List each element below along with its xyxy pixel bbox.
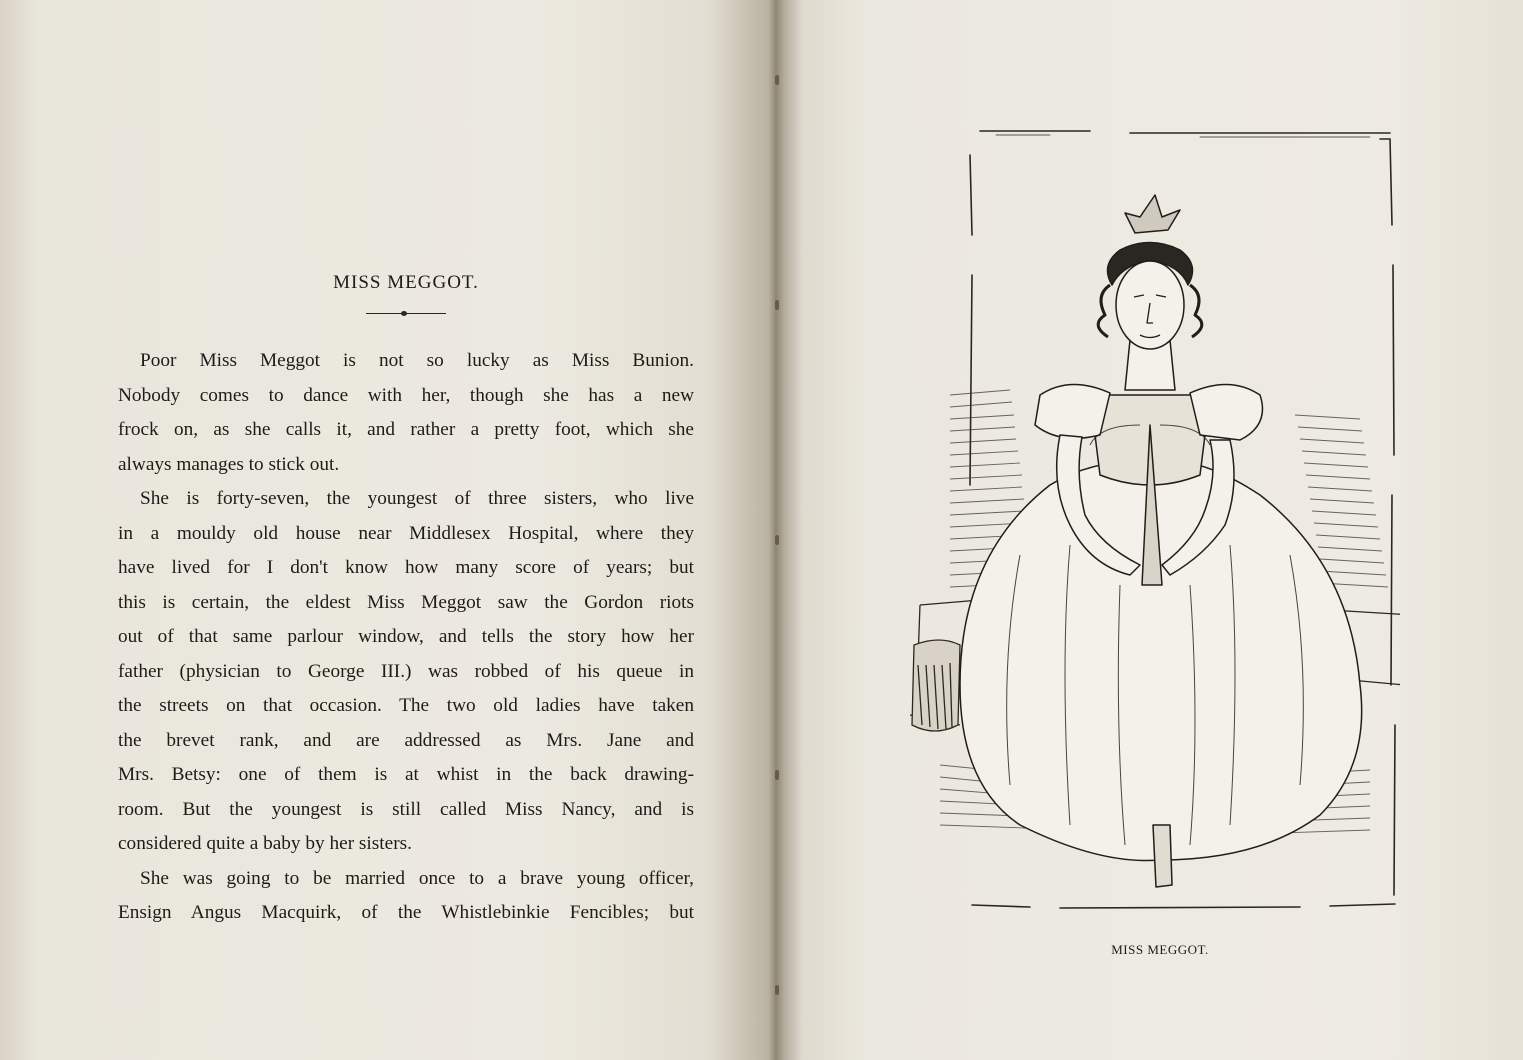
binding-stitch bbox=[775, 985, 779, 995]
body-text bbox=[118, 344, 694, 931]
text-line: always manages to stick out. bbox=[118, 453, 340, 475]
illustration-miss-meggot bbox=[900, 125, 1400, 935]
text-line: She was going to be married once to a brave young officer, bbox=[140, 867, 694, 889]
title-ornament bbox=[401, 311, 407, 316]
paragraph-1 bbox=[118, 344, 694, 482]
book-gutter bbox=[768, 0, 784, 1060]
binding-stitch bbox=[775, 300, 779, 310]
text-line: have lived for I don't know how many score of years; but bbox=[118, 557, 694, 578]
text-line: Mrs. Betsy: one of them is at whist in the back drawing- bbox=[118, 764, 694, 785]
text-line: Nobody comes to dance with her, though she has a new bbox=[118, 384, 694, 406]
text-line: in a mouldy old house near Middlesex Hospital, where they bbox=[118, 522, 694, 544]
text-line: considered quite a baby by her sisters. bbox=[118, 833, 412, 854]
text-line: father (physician to George III.) was robbed of his queue in bbox=[118, 660, 694, 682]
text-line: the brevet rank, and are addressed as Mrs. Jane and bbox=[118, 729, 694, 751]
illustration-caption: MISS MEGGOT. bbox=[1111, 942, 1209, 957]
text-line: room. But the youngest is still called Miss Nancy, and is bbox=[118, 798, 694, 820]
text-line: Ensign Angus Macquirk, of the Whistlebinkie Fencibles; but bbox=[118, 902, 694, 923]
chapter-title: MISS MEGGOT. bbox=[333, 272, 479, 293]
text-line: She is forty-seven, the youngest of three sisters, who live bbox=[140, 488, 694, 509]
text-line: out of that same parlour window, and tells the story how her bbox=[118, 626, 694, 647]
text-line: this is certain, the eldest Miss Meggot saw the Gordon riots bbox=[118, 591, 694, 613]
paragraph-2 bbox=[118, 482, 694, 862]
text-line: frock on, as she calls it, and rather a pretty foot, which she bbox=[118, 419, 694, 440]
binding-stitch bbox=[775, 770, 779, 780]
binding-stitch bbox=[775, 75, 779, 85]
text-line: Poor Miss Meggot is not so lucky as Miss Bunion. bbox=[140, 350, 694, 371]
text-line: the streets on that occasion. The two old ladies have taken bbox=[118, 695, 694, 716]
paragraph-3 bbox=[118, 862, 694, 931]
binding-stitch bbox=[775, 535, 779, 545]
